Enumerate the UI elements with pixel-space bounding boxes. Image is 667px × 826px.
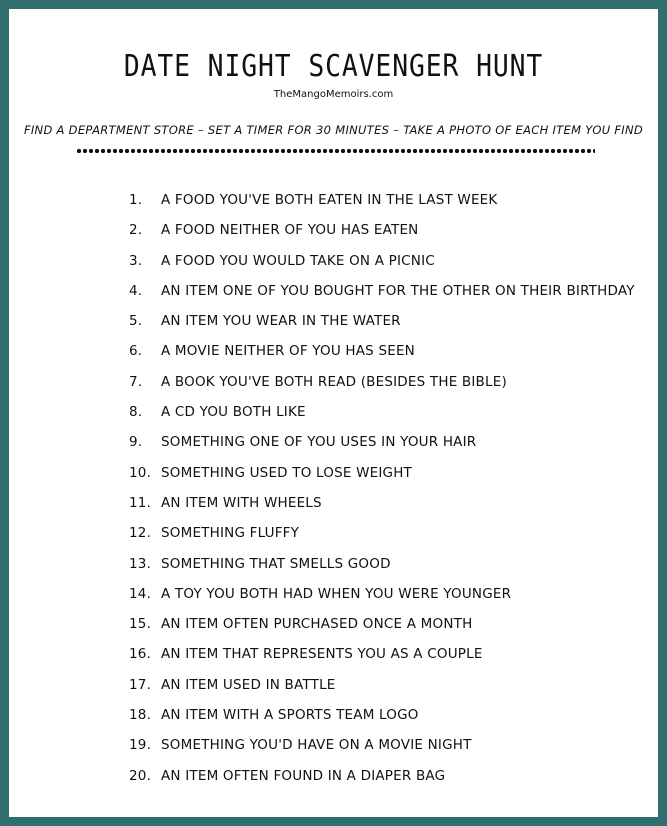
item-text: A TOY YOU BOTH HAD WHEN YOU WERE YOUNGER — [161, 585, 512, 602]
list-item — [129, 670, 635, 700]
list-item — [129, 367, 635, 397]
list-item — [129, 427, 635, 457]
item-number: 20. — [129, 767, 152, 784]
item-text: SOMETHING YOU'D HAVE ON A MOVIE NIGHT — [161, 737, 472, 754]
item-text: AN ITEM WITH A SPORTS TEAM LOGO — [161, 707, 419, 724]
item-number: 18. — [129, 707, 152, 724]
item-text: SOMETHING USED TO LOSE WEIGHT — [161, 464, 413, 481]
list-item — [129, 518, 635, 548]
item-text: A FOOD YOU'VE BOTH EATEN IN THE LAST WEEK — [161, 192, 498, 208]
item-number: 6. — [129, 343, 143, 360]
list-item — [129, 306, 635, 336]
item-text: AN ITEM USED IN BATTLE — [161, 676, 336, 693]
page-title: DATE NIGHT SCAVENGER HUNT — [123, 49, 544, 84]
list-item — [129, 276, 635, 306]
item-number: 1. — [129, 192, 143, 208]
website-credit: TheMangoMemoirs.com — [273, 89, 394, 100]
item-number: 13. — [129, 555, 152, 572]
item-number: 12. — [129, 525, 152, 542]
item-number: 19. — [129, 737, 152, 754]
item-number: 11. — [129, 494, 152, 511]
item-text: A CD YOU BOTH LIKE — [161, 404, 306, 421]
item-number: 3. — [129, 252, 143, 269]
item-number: 10. — [129, 464, 152, 481]
list-item — [129, 397, 635, 427]
item-number: 16. — [129, 646, 152, 663]
item-text: AN ITEM THAT REPRESENTS YOU AS A COUPLE — [161, 646, 483, 663]
item-number: 7. — [129, 373, 143, 390]
item-number: 8. — [129, 404, 143, 421]
item-text: A BOOK YOU'VE BOTH READ (BESIDES THE BIBLE) — [161, 373, 507, 390]
list-item — [129, 185, 635, 215]
item-number: 4. — [129, 282, 143, 299]
item-text: AN ITEM OFTEN FOUND IN A DIAPER BAG — [161, 767, 446, 784]
item-number: 14. — [129, 585, 152, 602]
list-item — [129, 549, 635, 579]
instructions: FIND A DEPARTMENT STORE – SET A TIMER FOR 30 MINUTES – TAKE A PHOTO OF EACH ITEM YOU FIND — [23, 123, 644, 137]
list-item — [129, 215, 635, 245]
list-item — [129, 730, 635, 760]
list-item — [129, 700, 635, 730]
list-item — [129, 579, 635, 609]
item-number: 15. — [129, 616, 152, 633]
list-item — [129, 246, 635, 276]
item-number: 17. — [129, 676, 152, 693]
item-text: AN ITEM YOU WEAR IN THE WATER — [161, 313, 401, 330]
list-item — [129, 609, 635, 639]
item-text: AN ITEM WITH WHEELS — [161, 494, 322, 511]
item-text: SOMETHING FLUFFY — [161, 525, 300, 542]
item-number: 2. — [129, 222, 143, 239]
item-text: A FOOD YOU WOULD TAKE ON A PICNIC — [161, 252, 435, 269]
list-item — [129, 761, 635, 791]
scavenger-list — [129, 185, 635, 791]
list-item — [129, 458, 635, 488]
item-number: 9. — [129, 434, 143, 451]
item-text: SOMETHING ONE OF YOU USES IN YOUR HAIR — [161, 434, 477, 451]
item-number: 5. — [129, 313, 143, 330]
dotted-divider — [76, 148, 595, 154]
list-item — [129, 336, 635, 366]
item-text: A FOOD NEITHER OF YOU HAS EATEN — [161, 222, 419, 239]
item-text: AN ITEM ONE OF YOU BOUGHT FOR THE OTHER ON THEIR BIRTHDAY — [161, 282, 635, 299]
item-text: AN ITEM OFTEN PURCHASED ONCE A MONTH — [161, 616, 473, 633]
item-text: SOMETHING THAT SMELLS GOOD — [161, 555, 391, 572]
list-item — [129, 639, 635, 669]
list-item — [129, 488, 635, 518]
item-text: A MOVIE NEITHER OF YOU HAS SEEN — [161, 343, 415, 360]
